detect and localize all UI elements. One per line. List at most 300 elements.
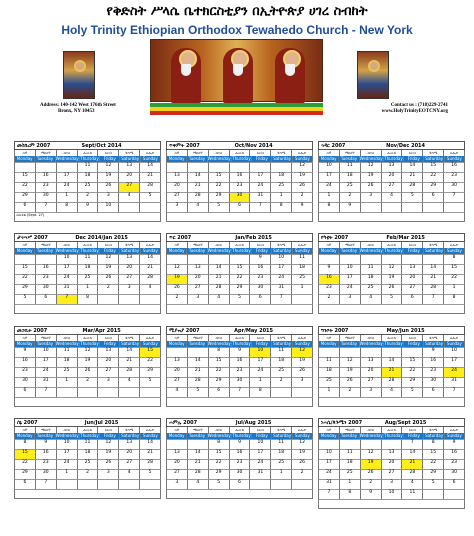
day-cell (14, 162, 35, 172)
day-cell: 14 (118, 347, 139, 357)
day-cell: 3 (166, 479, 187, 489)
week-row (166, 387, 313, 397)
day-cell: 8 (339, 489, 360, 499)
gregorian-month-label: Jul/Aug 2015 (235, 419, 272, 426)
day-cell: 7 (35, 202, 56, 212)
weekday-name: Monday (14, 433, 34, 439)
weekday-name: Saturday (425, 156, 444, 161)
ethiopian-month-label: የካቲት 2007 (321, 234, 349, 241)
day-cell (118, 387, 139, 397)
amharic-day-name: ቅዳሜ (270, 242, 291, 248)
day-cell: 5 (187, 387, 208, 397)
amharic-day-name: ማክሰኞ (35, 335, 56, 341)
day-cell: 24 (249, 459, 270, 469)
ethiopian-month-label: ታኅሣሥ 2007 (17, 234, 48, 241)
day-cell: 11 (318, 357, 339, 367)
amharic-day-name: እሑድ (443, 335, 465, 341)
day-cell: 17 (443, 357, 465, 367)
day-cell: 28 (401, 182, 422, 192)
day-cell: 7 (422, 294, 443, 304)
week-row (166, 439, 313, 449)
day-cell: 9 (35, 439, 56, 449)
day-cell: 5 (139, 192, 161, 202)
day-cell: 20 (166, 182, 187, 192)
day-cell: 20 (97, 357, 118, 367)
day-cell (14, 254, 35, 264)
weekday-name: Wednesday (207, 156, 231, 161)
day-cell: 29 (208, 192, 229, 202)
day-cell: 27 (166, 377, 187, 387)
day-cell: 24 (249, 182, 270, 192)
day-cell: 20 (187, 274, 208, 284)
day-cell: 30 (229, 377, 250, 387)
day-cell: 3 (118, 284, 139, 294)
day-cell (166, 347, 187, 357)
weekday-name: Saturday (273, 433, 292, 438)
week-row (14, 192, 161, 202)
day-cell (35, 162, 56, 172)
week-row (318, 469, 465, 479)
day-cell: 18 (77, 264, 98, 274)
day-cell: 31 (249, 192, 270, 202)
day-cell: 30 (229, 469, 250, 479)
day-cell: 12 (291, 162, 313, 172)
day-cell: 8 (443, 254, 465, 264)
day-cell: 10 (249, 347, 270, 357)
day-cell: 23 (35, 274, 56, 284)
day-cell: 11 (291, 254, 313, 264)
day-cell (291, 294, 313, 304)
holiday-notes (166, 489, 313, 499)
ethiopian-month-label: ሚያዝያ 2007 (169, 327, 200, 334)
amharic-day-name: ሰኞ (14, 150, 35, 156)
day-cell (97, 294, 118, 304)
weekday-name: Monday (318, 156, 338, 162)
day-cell: 20 (118, 449, 139, 459)
week-row (14, 469, 161, 479)
day-cell: 14 (401, 162, 422, 172)
day-cell: 30 (35, 284, 56, 294)
day-cell: 9 (291, 202, 313, 212)
day-cell: 13 (401, 264, 422, 274)
amharic-day-name: አርብ (401, 427, 422, 433)
day-cell: 22 (208, 182, 229, 192)
day-cell (381, 439, 402, 449)
day-cell: 15 (443, 264, 465, 274)
amharic-day-name: እሑድ (139, 427, 161, 433)
amharic-day-name: እሑድ (443, 427, 465, 433)
day-cell: 16 (318, 274, 339, 284)
week-row (14, 377, 161, 387)
day-cell: 9 (360, 489, 381, 499)
amharic-day-name: ማክሰኞ (339, 150, 360, 156)
day-cell: 6 (229, 479, 250, 489)
day-cell: 8 (249, 387, 270, 397)
weekday-name: Tuesday (34, 433, 54, 439)
day-cell (249, 479, 270, 489)
day-cell (381, 347, 402, 357)
day-cell: 19 (166, 274, 187, 284)
amharic-day-name: ረቡዕ (56, 427, 77, 433)
day-cell: 21 (208, 274, 229, 284)
amharic-day-name: ሰኞ (14, 427, 35, 433)
weekday-name: Tuesday (186, 433, 206, 439)
amharic-day-name: ሐሙስ (77, 242, 98, 248)
day-cell: 22 (422, 459, 443, 469)
day-cell: 16 (35, 172, 56, 182)
ethiopian-month-label: ጥቅምት 2007 (169, 142, 200, 149)
day-cell (270, 162, 291, 172)
day-cell (381, 254, 402, 264)
amharic-day-name: ቅዳሜ (422, 335, 443, 341)
day-cell: 30 (443, 182, 465, 192)
day-cell: 6 (229, 202, 250, 212)
day-cell: 22 (14, 459, 35, 469)
amharic-day-name: ቅዳሜ (422, 427, 443, 433)
day-cell: 1 (318, 387, 339, 397)
amharic-day-name: ረቡዕ (360, 335, 381, 341)
amharic-day-name: ሰኞ (318, 335, 339, 341)
day-cell: 18 (270, 172, 291, 182)
day-cell: 8 (422, 439, 443, 449)
day-cell: 20 (166, 459, 187, 469)
day-cell: 22 (14, 182, 35, 192)
day-cell: 24 (249, 367, 270, 377)
day-cell: 26 (97, 182, 118, 192)
day-cell: 24 (56, 274, 77, 284)
week-row (14, 357, 161, 367)
month-calendar (166, 141, 313, 222)
day-cell: 6 (443, 479, 465, 489)
month-header (166, 141, 313, 150)
day-cell: 4 (118, 192, 139, 202)
holiday-notes (166, 397, 313, 407)
week-row (318, 347, 465, 357)
day-cell: 23 (35, 182, 56, 192)
amharic-day-name: ቅዳሜ (118, 242, 139, 248)
weekday-name: Sunday (292, 248, 313, 254)
amharic-day-name: ሰኞ (318, 242, 339, 248)
weekday-name: Saturday (425, 248, 444, 253)
week-row (318, 274, 465, 284)
day-cell: 20 (118, 172, 139, 182)
weekday-name: Sunday (444, 156, 465, 162)
amharic-day-name: ቅዳሜ (270, 335, 291, 341)
day-cell: 7 (318, 489, 339, 499)
day-cell (229, 254, 250, 264)
month-calendar (166, 418, 313, 499)
day-cell: 2 (77, 469, 98, 479)
day-cell: 17 (35, 357, 56, 367)
day-cell: 27 (118, 182, 139, 192)
month-calendar (14, 326, 161, 407)
page-title-english: Holy Trinity Ethiopian Orthodox Tewahedo Church - New York (61, 23, 413, 37)
amharic-day-name: አርብ (401, 242, 422, 248)
ethiopian-month-label: ኅዳር 2007 (321, 142, 346, 149)
month-header (318, 326, 465, 335)
weekday-name: Wednesday (359, 433, 383, 438)
day-cell (208, 254, 229, 264)
week-row (318, 254, 465, 264)
day-cell: 21 (381, 367, 402, 377)
day-cell: 12 (291, 347, 313, 357)
day-cell: 2 (77, 377, 98, 387)
amharic-day-name: እሑድ (139, 150, 161, 156)
day-cell: 19 (339, 367, 360, 377)
day-cell (360, 347, 381, 357)
week-row (166, 264, 313, 274)
day-cell: 29 (422, 469, 443, 479)
day-cell (360, 254, 381, 264)
amharic-day-name: እሑድ (291, 150, 313, 156)
amharic-day-name: ሐሙስ (77, 427, 98, 433)
weekday-name: Saturday (273, 248, 292, 253)
day-cell: 4 (118, 377, 139, 387)
day-cell: 15 (139, 347, 161, 357)
day-cell: 5 (401, 387, 422, 397)
amharic-day-name: አርብ (97, 242, 118, 248)
day-cell: 3 (166, 202, 187, 212)
month-calendar (14, 233, 161, 314)
ethiopian-month-label: መስከረም 2007 (17, 142, 51, 149)
day-cell: 20 (166, 367, 187, 377)
day-cell: 14 (381, 357, 402, 367)
day-cell: 1 (339, 479, 360, 489)
holiday-notes (14, 304, 161, 314)
week-row (318, 162, 465, 172)
amharic-day-name: አርብ (401, 335, 422, 341)
week-row (318, 439, 465, 449)
day-cell: 1 (56, 469, 77, 479)
day-cell: 21 (401, 172, 422, 182)
day-cell: 21 (187, 367, 208, 377)
month-header (14, 141, 161, 150)
day-cell: 13 (97, 347, 118, 357)
amharic-day-name: አርብ (249, 242, 270, 248)
day-cell: 16 (229, 449, 250, 459)
day-cell: 10 (97, 202, 118, 212)
amharic-day-name: ሰኞ (166, 427, 187, 433)
day-cell: 16 (422, 357, 443, 367)
weekday-name: Monday (14, 156, 34, 162)
amharic-day-name: ሐሙስ (381, 242, 402, 248)
day-cell: 14 (422, 264, 443, 274)
day-cell: 30 (443, 469, 465, 479)
amharic-day-name: ረቡዕ (56, 150, 77, 156)
holiday-notes (14, 212, 161, 222)
day-cell (422, 489, 443, 499)
day-cell: 27 (166, 469, 187, 479)
day-cell: 28 (139, 182, 161, 192)
week-row (318, 459, 465, 469)
day-cell (270, 479, 291, 489)
month-calendar (318, 326, 465, 407)
day-cell: 12 (97, 162, 118, 172)
amharic-day-name: ረቡዕ (360, 150, 381, 156)
weekday-name: Thursday (80, 341, 99, 346)
day-cell: 22 (208, 367, 229, 377)
day-cell: 22 (229, 274, 250, 284)
day-cell: 21 (187, 459, 208, 469)
day-cell (187, 439, 208, 449)
day-cell: 12 (339, 357, 360, 367)
day-cell (401, 254, 422, 264)
holy-trinity-image (150, 39, 323, 102)
day-cell: 22 (443, 274, 465, 284)
week-row (14, 367, 161, 377)
day-cell: 18 (77, 449, 98, 459)
day-cell: 2 (166, 294, 187, 304)
week-row (318, 387, 465, 397)
day-cell: 18 (270, 357, 291, 367)
amharic-day-name: ሐሙስ (381, 335, 402, 341)
gregorian-month-label: Jan/Feb 2015 (235, 234, 272, 241)
day-cell: 14 (401, 449, 422, 459)
day-cell: 18 (339, 172, 360, 182)
amharic-day-name: አርብ (249, 335, 270, 341)
week-row (14, 439, 161, 449)
day-cell: 10 (318, 449, 339, 459)
weekday-name: Saturday (121, 156, 140, 161)
day-cell: 27 (381, 469, 402, 479)
day-cell: 16 (229, 172, 250, 182)
day-cell: 28 (118, 367, 139, 377)
day-cell: 18 (339, 459, 360, 469)
weekday-name: Tuesday (34, 248, 54, 254)
day-cell (401, 347, 422, 357)
week-row (14, 172, 161, 182)
amharic-day-name: ሐሙስ (77, 335, 98, 341)
day-cell: 13 (118, 162, 139, 172)
day-cell (56, 387, 77, 397)
day-cell: 15 (14, 172, 35, 182)
day-cell: 14 (187, 449, 208, 459)
month-calendar (318, 141, 465, 222)
day-cell: 23 (318, 284, 339, 294)
day-cell: 7 (443, 387, 465, 397)
amharic-day-name: ማክሰኞ (35, 427, 56, 433)
amharic-day-name: ማክሰኞ (339, 335, 360, 341)
amharic-day-name: እሑድ (139, 242, 161, 248)
weekday-name: Friday (251, 156, 271, 162)
week-row (166, 294, 313, 304)
day-cell: 11 (77, 254, 98, 264)
month-header (14, 418, 161, 427)
gregorian-month-label: Nov/Dec 2014 (386, 142, 426, 149)
gregorian-month-label: Mar/Apr 2015 (82, 327, 121, 334)
day-cell: 10 (56, 439, 77, 449)
day-cell: 29 (229, 284, 250, 294)
day-cell: 20 (401, 274, 422, 284)
weekday-name: Saturday (273, 341, 292, 346)
day-cell (139, 202, 161, 212)
week-row (166, 449, 313, 459)
amharic-day-name: ቅዳሜ (118, 427, 139, 433)
day-cell (56, 479, 77, 489)
day-cell: 3 (187, 294, 208, 304)
amharic-day-name: ሰኞ (318, 150, 339, 156)
day-cell (339, 347, 360, 357)
amharic-day-name: አርብ (249, 427, 270, 433)
amharic-day-name: ማክሰኞ (339, 242, 360, 248)
day-cell: 9 (318, 264, 339, 274)
amharic-day-name: ረቡዕ (360, 242, 381, 248)
weekday-name: Friday (251, 433, 271, 439)
day-cell (77, 479, 98, 489)
week-row (14, 294, 161, 304)
weekday-name: Saturday (121, 341, 140, 346)
day-cell: 30 (35, 469, 56, 479)
day-cell: 8 (208, 347, 229, 357)
day-cell: 1 (270, 192, 291, 202)
ethiopian-month-label: መጋቢት 2007 (17, 327, 48, 334)
week-row (318, 264, 465, 274)
day-cell: 6 (14, 202, 35, 212)
week-row (14, 182, 161, 192)
amharic-day-name: ቅዳሜ (118, 150, 139, 156)
ethiopian-flag-stripe (150, 103, 323, 115)
weekday-name: Thursday (80, 156, 99, 161)
weekday-name: Thursday (384, 433, 403, 438)
day-cell (339, 254, 360, 264)
day-cell: 1 (249, 377, 270, 387)
day-cell: 3 (97, 377, 118, 387)
day-cell: 9 (77, 202, 98, 212)
week-row (166, 347, 313, 357)
ethiopian-month-label: ሰኔ 2007 (17, 419, 38, 426)
day-cell: 17 (249, 357, 270, 367)
day-cell: 5 (139, 469, 161, 479)
day-cell: 13 (360, 357, 381, 367)
day-cell (139, 479, 161, 489)
weekday-name: Thursday (384, 341, 403, 346)
day-cell: 10 (249, 439, 270, 449)
month-header (14, 233, 161, 242)
day-cell (97, 479, 118, 489)
amharic-day-name: ቅዳሜ (270, 427, 291, 433)
day-cell: 14 (139, 254, 161, 264)
day-cell: 18 (270, 449, 291, 459)
day-cell: 20 (381, 172, 402, 182)
amharic-day-name: ቅዳሜ (422, 242, 443, 248)
week-row (166, 367, 313, 377)
amharic-day-name: አርብ (249, 150, 270, 156)
day-cell: 30 (35, 192, 56, 202)
day-cell (339, 439, 360, 449)
day-cell: 14 (208, 264, 229, 274)
weekday-name: Wednesday (207, 248, 231, 253)
day-cell: 15 (208, 449, 229, 459)
day-cell: 1 (56, 377, 77, 387)
month-header (318, 233, 465, 242)
amharic-day-name: ማክሰኞ (187, 150, 208, 156)
day-cell: 25 (270, 367, 291, 377)
day-cell: 4 (401, 479, 422, 489)
day-cell: 29 (401, 377, 422, 387)
month-header (318, 418, 465, 427)
amharic-day-name: አርብ (97, 335, 118, 341)
day-cell: 1 (291, 284, 313, 294)
weekday-name: Thursday (384, 248, 403, 253)
week-row (318, 367, 465, 377)
week-row (318, 377, 465, 387)
weekday-name: Thursday (232, 248, 251, 253)
day-cell: 26 (97, 274, 118, 284)
week-row (14, 387, 161, 397)
day-cell: 29 (14, 469, 35, 479)
weekday-name: Tuesday (34, 156, 54, 162)
contact-phone: Contact us : (718)229-2741 (390, 103, 448, 108)
